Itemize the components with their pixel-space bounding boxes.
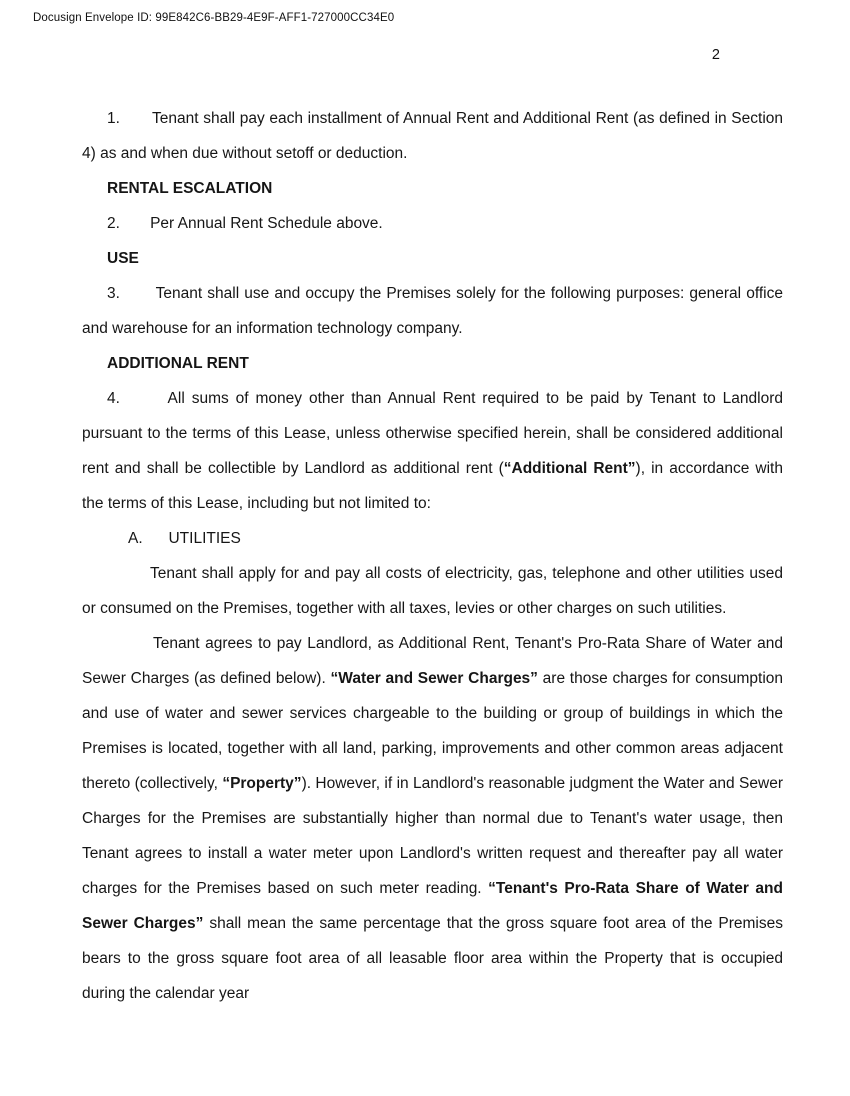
bold-text-run: “Tenant's Pro-Rata Share of Water and Sewer Charges” xyxy=(82,880,783,932)
paragraph-2 xyxy=(82,206,783,241)
text-run: Tenant shall apply for and pay all costs of electricity, gas, telephone and other utilities used or consumed on the Premises, together with all taxes, levies or other charges on such utilities. xyxy=(82,565,783,617)
heading-use: USE xyxy=(107,250,139,267)
subheading-utilities: A. UTILITIES xyxy=(128,530,241,547)
text-run: are those charges for consumption and use of water and sewer services chargeable to the building or group of buildings in which the Premises is located, together with all land, parking, improvements and other common areas adjacent thereto (collectively, xyxy=(82,670,784,792)
bold-text-run: “Property” xyxy=(222,775,302,792)
text-run: ). However, if in Landlord's reasonable judgment the Water and Sewer Charges for the Premises are substantially higher than normal due to Tenant's water usage, then Tenant agrees to install a water meter upon Landlord's written request and thereafter pay all water charges for the Premises based on such meter reading. xyxy=(82,775,783,897)
paragraph-1 xyxy=(82,101,783,171)
paragraph-4 xyxy=(82,381,783,521)
text-run: 2. Per Annual Rent Schedule above. xyxy=(107,215,383,232)
text-run: 4. All sums of money other than Annual Rent required to be paid by Tenant to Landlord pursuant to the terms of this Lease, unless otherwise specified herein, shall be considered additional rent and shall be collectible by Landlord as additional rent ( xyxy=(82,390,783,477)
heading-additional-rent: ADDITIONAL RENT xyxy=(107,355,249,372)
text-run: ), in accordance with the terms of this Lease, including but not limited to: xyxy=(82,460,783,512)
heading-rental-escalation: RENTAL ESCALATION xyxy=(107,180,273,197)
paragraph-utilities-2 xyxy=(82,626,783,1011)
bold-text-run: “Additional Rent” xyxy=(503,460,636,477)
paragraph-3 xyxy=(82,276,783,346)
document-body xyxy=(82,101,783,1011)
bold-text-run: “Water and Sewer Charges” xyxy=(330,670,538,687)
text-run: Tenant agrees to pay Landlord, as Additional Rent, Tenant's Pro-Rata Share of Water and Sewer Charges (as defined below). xyxy=(82,635,783,687)
text-run: shall mean the same percentage that the gross square foot area of the Premises bears to the gross square foot area of all leasable floor area within the Property that is occupied during the calendar year xyxy=(82,915,783,1002)
paragraph-utilities-1 xyxy=(82,556,783,626)
page-number: 2 xyxy=(711,47,720,63)
text-run: 3. Tenant shall use and occupy the Premises solely for the following purposes: general office and warehouse for an information technology company. xyxy=(82,285,783,337)
docusign-envelope-id: Docusign Envelope ID: 99E842C6-BB29-4E9F-AFF1-727000CC34E0 xyxy=(33,12,395,24)
text-run: 1. Tenant shall pay each installment of Annual Rent and Additional Rent (as defined in Section 4) as and when due without setoff or deduction. xyxy=(82,110,783,162)
